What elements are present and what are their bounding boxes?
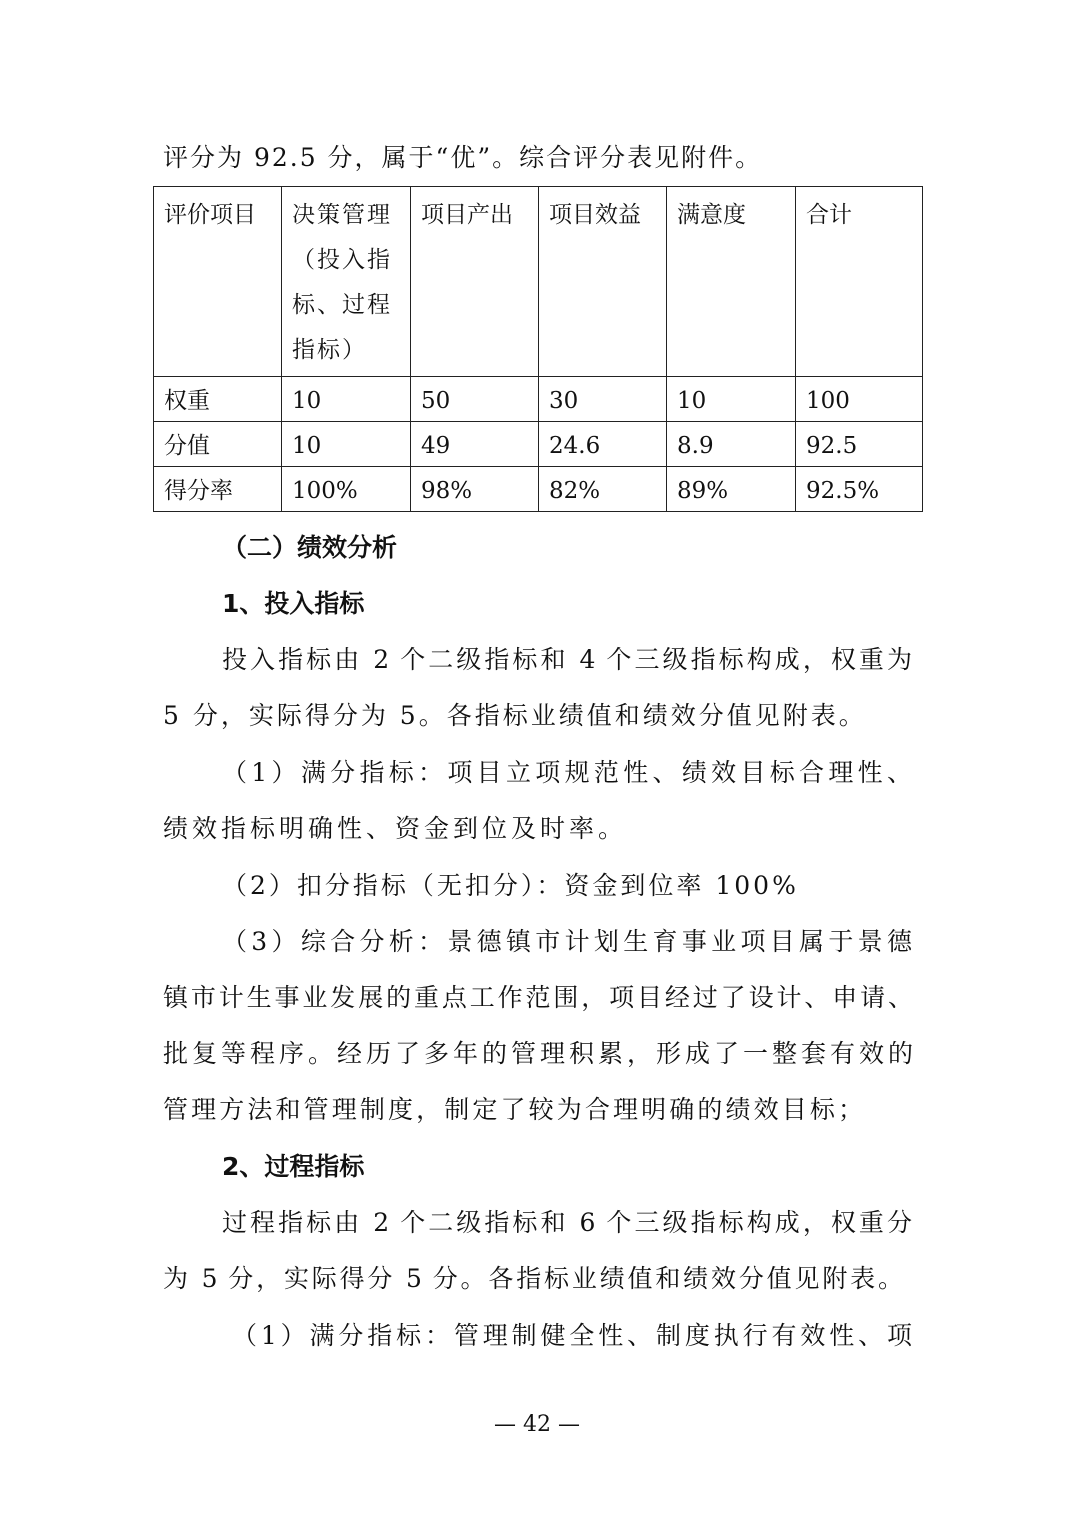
table-cell: 10 [667,377,796,422]
table-cell: 24.6 [539,422,667,467]
paragraph-line: 为 5 分，实际得分 5 分。各指标业绩值和绩效分值见附表。 [163,1264,903,1293]
table-cell: 49 [411,422,539,467]
paragraph-line: 批复等程序。经历了多年的管理积累，形成了一整套有效的 [163,1039,913,1068]
table-row [154,377,923,422]
score-table [153,186,923,512]
table-cell: 100 [796,377,923,422]
paragraph-line: 投入指标由 2 个二级指标和 4 个三级指标构成，权重为 [222,645,912,674]
table-cell: 10 [282,422,411,467]
table-cell: 92.5% [796,467,923,512]
page-number: — 42 — [494,1412,580,1437]
table-row [154,467,923,512]
table-cell: 8.9 [667,422,796,467]
table-cell: 权重 [154,377,282,422]
header-cell: 项目效益 [539,187,667,377]
table-cell: 100% [282,467,411,512]
paragraph-line: 5 分，实际得分为 5。各指标业绩值和绩效分值见附表。 [163,701,867,730]
paragraph-line: （2）扣分指标（无扣分）：资金到位率 100% [222,871,799,900]
paragraph-line: 过程指标由 2 个二级指标和 6 个三级指标构成，权重分 [222,1208,912,1237]
table-cell: 98% [411,467,539,512]
paragraph-line: （1）满分指标：管理制健全性、制度执行有效性、项 [232,1321,912,1350]
header-cell: 决策管理（投入指标、过程指标） [282,187,411,377]
paragraph-line: 镇市计生事业发展的重点工作范围，项目经过了设计、申请、 [163,983,913,1012]
table-cell: 89% [667,467,796,512]
subsection-heading-input: 1、投入指标 [222,589,365,618]
table-cell: 分值 [154,422,282,467]
section-heading: （二）绩效分析 [222,533,398,562]
intro-line: 评分为 92.5 分，属于“优”。综合评分表见附件。 [163,143,763,172]
table-row [154,422,923,467]
subsection-heading-process: 2、过程指标 [222,1152,365,1181]
table-cell: 92.5 [796,422,923,467]
header-cell: 项目产出 [411,187,539,377]
paragraph-line: 管理方法和管理制度，制定了较为合理明确的绩效目标； [163,1095,863,1124]
header-cell: 合计 [796,187,923,377]
table-cell: 82% [539,467,667,512]
table-cell: 30 [539,377,667,422]
header-cell: 满意度 [667,187,796,377]
paragraph-line: （3）综合分析：景德镇市计划生育事业项目属于景德 [222,927,912,956]
paragraph-line: 绩效指标明确性、资金到位及时率。 [163,814,628,843]
table-header-row [154,187,923,377]
table-cell: 10 [282,377,411,422]
header-cell: 评价项目 [154,187,282,377]
paragraph-line: （1）满分指标：项目立项规范性、绩效目标合理性、 [222,758,912,787]
table-cell: 50 [411,377,539,422]
table-cell: 得分率 [154,467,282,512]
